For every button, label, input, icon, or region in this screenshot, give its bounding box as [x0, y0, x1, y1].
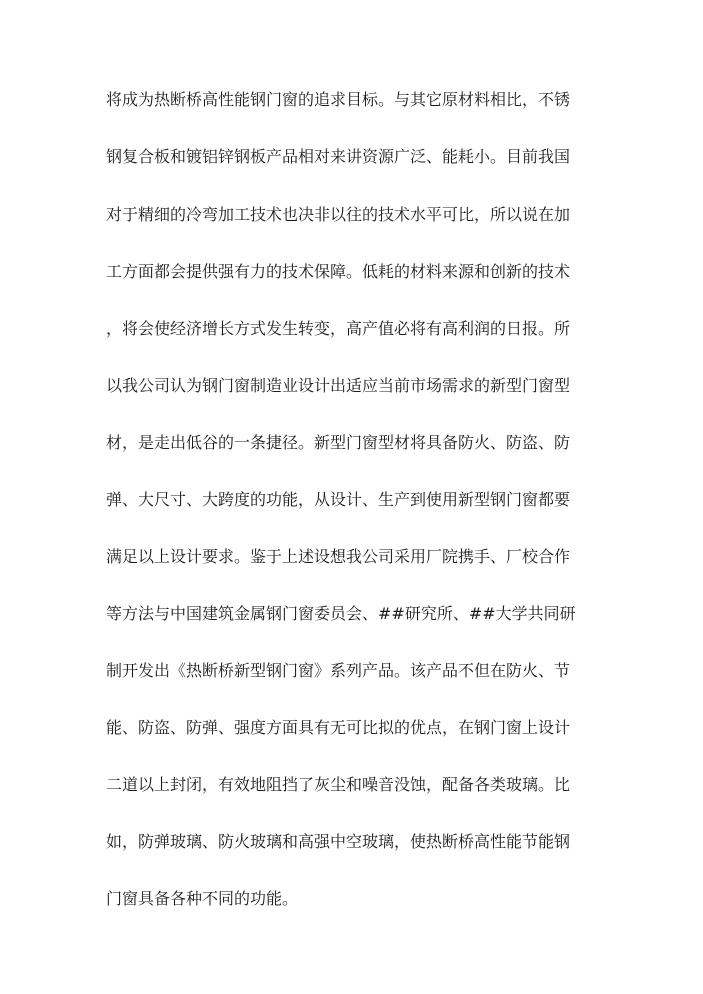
paragraph-line: 如，防弹玻璃、防火玻璃和高强中空玻璃，使热断桥高性能节能钢: [106, 832, 571, 851]
paragraph-line: 满足以上设计要求。鉴于上述设想我公司采用厂院携手、厂校合作: [106, 547, 571, 566]
paragraph-line: 能、防盗、防弹、强度方面具有无可比拟的优点，在钢门窗上设计: [106, 718, 571, 737]
paragraph-line: 二道以上封闭，有效地阻挡了灰尘和噪音没蚀，配备各类玻璃。比: [106, 775, 571, 794]
paragraph-line: 弹、大尺寸、大跨度的功能，从设计、生产到使用新型钢门窗都要: [106, 490, 571, 509]
paragraph-line: 制开发出《热断桥新型钢门窗》系列产品。该产品不但在防火、节: [106, 661, 571, 680]
paragraph-line: 门窗具备各种不同的功能。: [106, 889, 299, 908]
paragraph-line: 钢复合板和镀铝锌钢板产品相对来讲资源广泛、能耗小。目前我国: [106, 147, 571, 166]
paragraph-line: 将成为热断桥高性能钢门窗的追求目标。与其它原材料相比，不锈: [106, 90, 571, 109]
paragraph-line: 工方面都会提供强有力的技术保障。低耗的材料来源和创新的技术: [106, 262, 571, 281]
paragraph-line: 等方法与中国建筑金属钢门窗委员会、##研究所、##大学共同研: [106, 604, 576, 623]
paragraph-line: ，将会使经济增长方式发生转变，高产值必将有高利润的日报。所: [106, 319, 571, 338]
paragraph-line: 材，是走出低谷的一条捷径。新型门窗型材将具备防火、防盗、防: [106, 433, 571, 452]
paragraph-line: 以我公司认为钢门窗制造业设计出适应当前市场需求的新型门窗型: [106, 376, 571, 395]
paragraph-line: 对于精细的冷弯加工技术也决非以往的技术水平可比，所以说在加: [106, 205, 571, 224]
